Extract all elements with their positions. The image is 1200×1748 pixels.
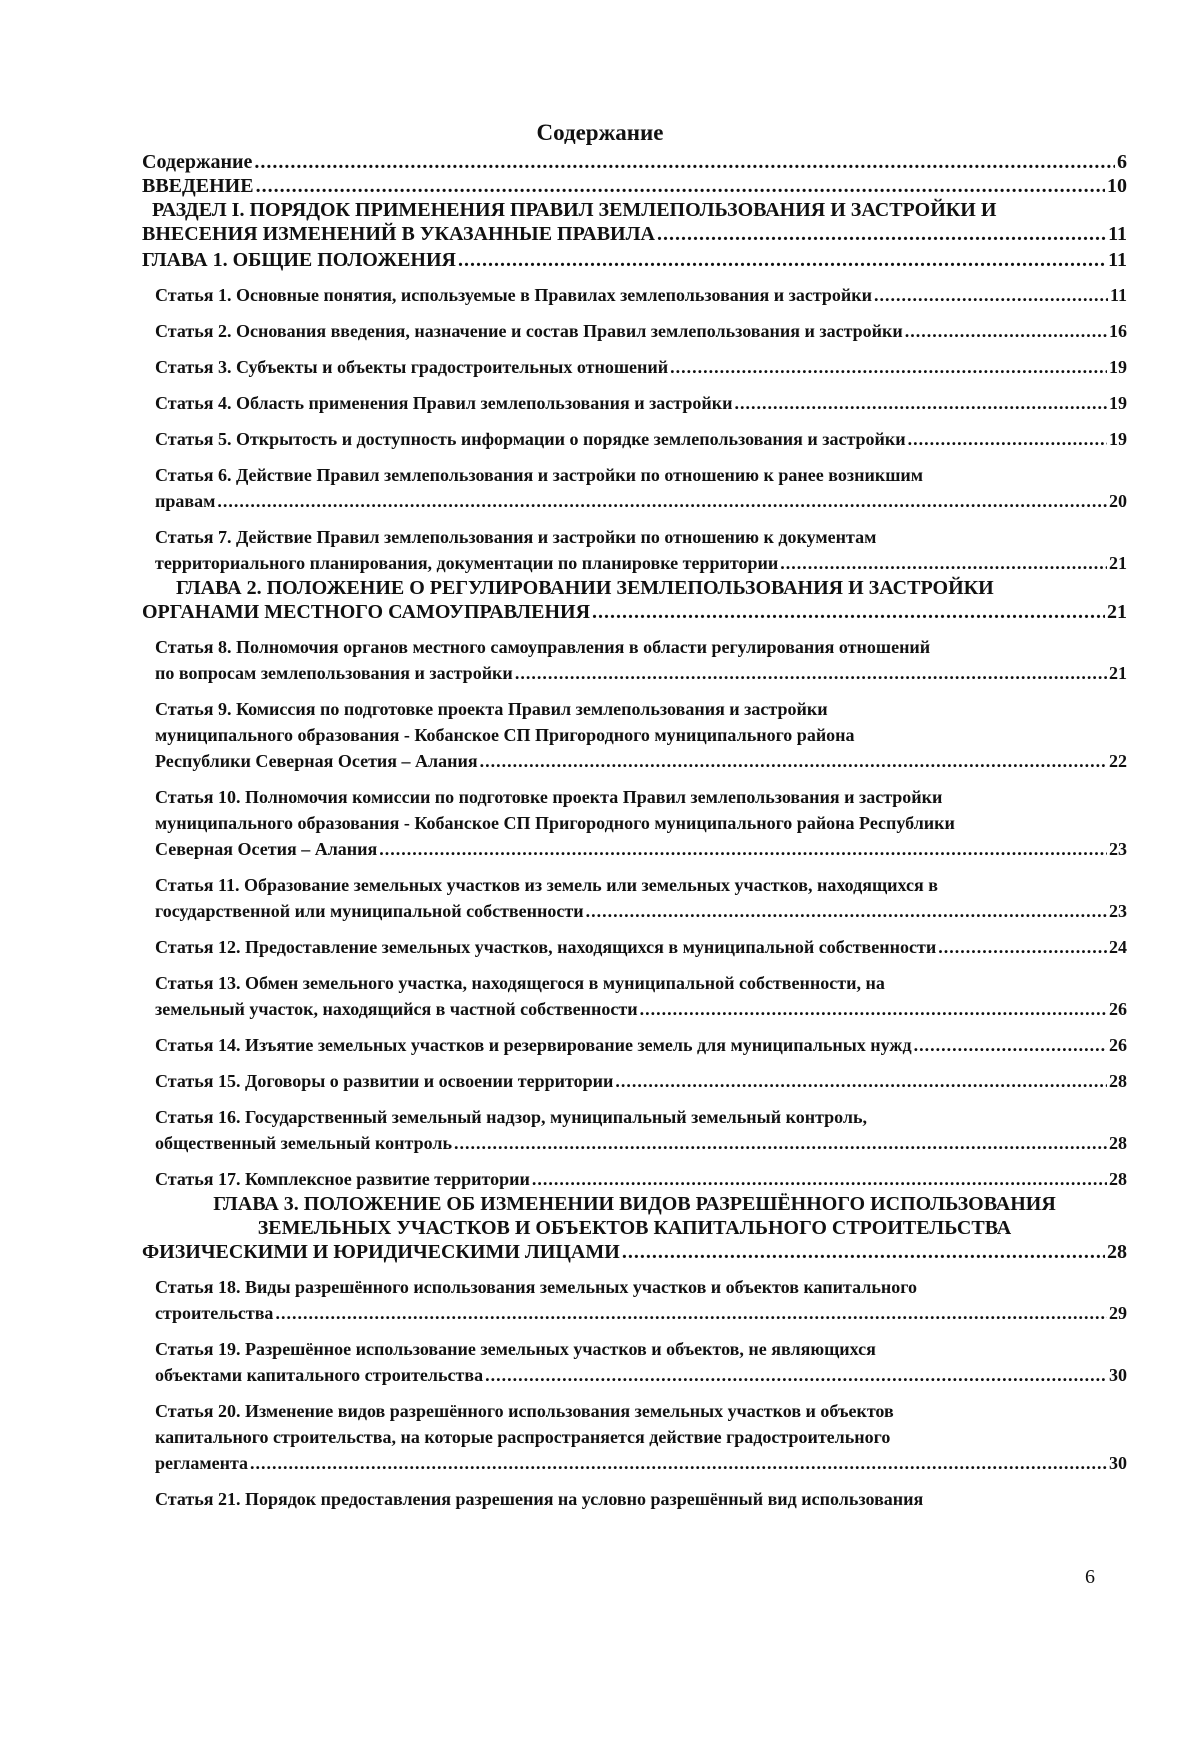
- toc-entry[interactable]: [155, 1104, 1127, 1156]
- toc-entry[interactable]: [142, 198, 1127, 246]
- dot-leader: [780, 550, 1107, 576]
- toc-entry-text: Статья 12. Предоставление земельных участков, находящихся в муниципальной собственности: [155, 937, 937, 957]
- toc-entry[interactable]: [155, 1336, 1127, 1388]
- toc-entry-text: Статья 3. Субъекты и объекты градостроительных отношений: [155, 357, 669, 377]
- toc-entry[interactable]: [142, 576, 1127, 624]
- toc-entry-text: государственной или муниципальной собственности: [155, 901, 584, 921]
- toc-entry-text: Статья 10. Полномочия комиссии по подготовке проекта Правил землепользования и застройки: [155, 787, 943, 807]
- toc-entry-text: Статья 7. Действие Правил землепользования и застройки по отношению к документам: [155, 527, 877, 547]
- dot-leader: [275, 1300, 1107, 1326]
- toc-page-number: 26: [1109, 1035, 1127, 1055]
- toc-page-number: 26: [1109, 999, 1127, 1019]
- toc-entry-text: РАЗДЕЛ I. ПОРЯДОК ПРИМЕНЕНИЯ ПРАВИЛ ЗЕМЛЕПОЛЬЗОВАНИЯ И ЗАСТРОЙКИ И: [152, 199, 997, 221]
- toc-entry[interactable]: [142, 150, 1127, 174]
- toc-entry[interactable]: [155, 696, 1127, 774]
- toc-entry[interactable]: [155, 354, 1127, 380]
- toc-page-number: 19: [1109, 429, 1127, 449]
- toc-entry[interactable]: [155, 282, 1127, 308]
- dot-leader: [622, 1240, 1105, 1264]
- toc-entry[interactable]: [142, 248, 1127, 272]
- toc-page-number: 30: [1109, 1365, 1127, 1385]
- toc-entry[interactable]: [155, 934, 1127, 960]
- toc-page-number: 28: [1109, 1169, 1127, 1189]
- toc-entry-text: Статья 19. Разрешённое использование земельных участков и объектов, не являющихся: [155, 1339, 876, 1359]
- toc-entry-text: Статья 6. Действие Правил землепользования и застройки по отношению к ранее возникшим: [155, 465, 924, 485]
- dot-leader: [379, 836, 1107, 862]
- toc-entry[interactable]: [155, 1032, 1127, 1058]
- dot-leader: [874, 282, 1108, 308]
- toc-entry-text: ГЛАВА 1. ОБЩИЕ ПОЛОЖЕНИЯ: [142, 249, 456, 271]
- toc-entry-text: ГЛАВА 2. ПОЛОЖЕНИЕ О РЕГУЛИРОВАНИИ ЗЕМЛЕПОЛЬЗОВАНИЯ И ЗАСТРОЙКИ: [176, 577, 994, 599]
- toc-entry-text: Статья 5. Открытость и доступность информации о порядке землепользования и застройки: [155, 429, 906, 449]
- dot-leader: [938, 934, 1107, 960]
- dot-leader: [532, 1166, 1107, 1192]
- toc-entry-text: регламента: [155, 1453, 249, 1473]
- toc-page-number: 29: [1109, 1303, 1127, 1323]
- toc-page-number: 21: [1109, 663, 1127, 683]
- toc-entry-text: Статья 13. Обмен земельного участка, находящегося в муниципальной собственности, на: [155, 973, 885, 993]
- toc-entry-text: Статья 21. Порядок предоставления разрешения на условно разрешённый вид использования: [155, 1489, 924, 1509]
- toc-entry-text: объектами капитального строительства: [155, 1365, 484, 1385]
- toc-page-number: 16: [1109, 321, 1127, 341]
- toc-entry[interactable]: [155, 462, 1127, 514]
- toc-entry-text: общественный земельный контроль: [155, 1133, 452, 1153]
- page-title: Содержание: [536, 120, 664, 145]
- dot-leader: [640, 996, 1107, 1022]
- toc-entry-text: муниципального образования - Кобанское СП Пригородного муниципального района: [155, 725, 855, 745]
- toc-entry-text: земельный участок, находящийся в частной собственности: [155, 999, 638, 1019]
- toc-entry-text: по вопросам землепользования и застройки: [155, 663, 513, 683]
- toc-entry[interactable]: [155, 872, 1127, 924]
- toc-page-number: 23: [1109, 901, 1127, 921]
- toc-entry[interactable]: [155, 1398, 1127, 1476]
- toc-page-number: 22: [1109, 751, 1127, 771]
- dot-leader: [908, 426, 1107, 452]
- dot-leader: [458, 248, 1106, 272]
- dot-leader: [254, 150, 1115, 174]
- toc-page-number: 23: [1109, 839, 1127, 859]
- toc-page-number: 28: [1107, 1241, 1127, 1263]
- toc-entry-text: Содержание: [142, 151, 253, 173]
- toc-entry-text: Статья 2. Основания введения, назначение и состав Правил землепользования и застройки: [155, 321, 903, 341]
- toc-page-number: 28: [1109, 1071, 1127, 1091]
- dot-leader: [735, 390, 1108, 416]
- toc-entry[interactable]: [155, 970, 1127, 1022]
- toc-entry-text: Статья 17. Комплексное развитие территории: [155, 1169, 530, 1189]
- toc-entry-text: Статья 4. Область применения Правил землепользования и застройки: [155, 393, 733, 413]
- dot-leader: [914, 1032, 1107, 1058]
- table-of-contents: [142, 150, 1127, 1512]
- toc-page-number: 24: [1109, 937, 1127, 957]
- toc-entry-text: правам: [155, 491, 216, 511]
- dot-leader: [670, 354, 1107, 380]
- toc-page-number: 6: [1117, 151, 1127, 173]
- dot-leader: [250, 1450, 1107, 1476]
- toc-page-number: 19: [1109, 393, 1127, 413]
- toc-entry-text: муниципального образования - Кобанское СП Пригородного муниципального района Республики: [155, 813, 955, 833]
- toc-entry-text: капитального строительства, на которые распространяется действие градостроительного: [155, 1427, 891, 1447]
- toc-entry-text: ГЛАВА 3. ПОЛОЖЕНИЕ ОБ ИЗМЕНЕНИИ ВИДОВ РАЗРЕШЁННОГО ИСПОЛЬЗОВАНИЯ: [213, 1193, 1056, 1215]
- dot-leader: [657, 222, 1106, 246]
- toc-page-number: 11: [1109, 285, 1127, 305]
- toc-page-number: 11: [1108, 249, 1127, 271]
- dot-leader: [592, 600, 1105, 624]
- toc-entry-text: Статья 1. Основные понятия, используемые в Правилах землепользования и застройки: [155, 285, 873, 305]
- toc-entry-text: ФИЗИЧЕСКИМИ И ЮРИДИЧЕСКИМИ ЛИЦАМИ: [142, 1241, 620, 1263]
- dot-leader: [256, 174, 1105, 198]
- toc-entry-text: территориального планирования, документации по планировке территории: [155, 553, 779, 573]
- toc-entry-text: Статья 9. Комиссия по подготовке проекта Правил землепользования и застройки: [155, 699, 828, 719]
- toc-entry-text: ВВЕДЕНИЕ: [142, 175, 254, 197]
- toc-entry[interactable]: [155, 634, 1127, 686]
- dot-leader: [485, 1362, 1107, 1388]
- toc-entry-text: ВНЕСЕНИЯ ИЗМЕНЕНИЙ В УКАЗАННЫЕ ПРАВИЛА: [142, 223, 655, 245]
- toc-page-number: 30: [1109, 1453, 1127, 1473]
- toc-entry[interactable]: [155, 1068, 1127, 1094]
- toc-page-number: 21: [1107, 601, 1127, 623]
- toc-page-number: 11: [1108, 223, 1127, 245]
- page-number: 6: [1085, 1566, 1095, 1588]
- toc-page-number: 28: [1109, 1133, 1127, 1153]
- toc-entry[interactable]: [155, 426, 1127, 452]
- toc-entry[interactable]: [155, 1274, 1127, 1326]
- dot-leader: [217, 488, 1107, 514]
- toc-entry-text: Республики Северная Осетия – Алания: [155, 751, 478, 771]
- toc-entry-text: Статья 8. Полномочия органов местного самоуправления в области регулирования отношений: [155, 637, 931, 657]
- toc-entry-text: ОРГАНАМИ МЕСТНОГО САМОУПРАВЛЕНИЯ: [142, 601, 591, 623]
- dot-leader: [615, 1068, 1107, 1094]
- toc-entry-text: Статья 16. Государственный земельный надзор, муниципальный земельный контроль,: [155, 1107, 868, 1127]
- toc-entry-text: Статья 15. Договоры о развитии и освоении территории: [155, 1071, 614, 1091]
- toc-page-number: 20: [1109, 491, 1127, 511]
- toc-entry[interactable]: [155, 1166, 1127, 1192]
- toc-page-number: 19: [1109, 357, 1127, 377]
- toc-entry-text: Статья 18. Виды разрешённого использования земельных участков и объектов капитального: [155, 1277, 917, 1297]
- toc-entry[interactable]: [155, 390, 1127, 416]
- dot-leader: [586, 898, 1107, 924]
- toc-entry[interactable]: [155, 524, 1127, 576]
- toc-page-number: 10: [1107, 175, 1127, 197]
- toc-entry-text: Статья 11. Образование земельных участков из земель или земельных участков, находящихся в: [155, 875, 938, 895]
- toc-entry[interactable]: [142, 174, 1127, 198]
- dot-leader: [515, 660, 1107, 686]
- toc-entry-text: Северная Осетия – Алания: [155, 839, 378, 859]
- toc-entry-text: Статья 20. Изменение видов разрешённого использования земельных участков и объектов: [155, 1401, 894, 1421]
- toc-entry-text: строительства: [155, 1303, 274, 1323]
- toc-entry[interactable]: [155, 1486, 1127, 1512]
- toc-entry[interactable]: [155, 318, 1127, 344]
- toc-entry[interactable]: [142, 1192, 1127, 1264]
- dot-leader: [454, 1130, 1107, 1156]
- dot-leader: [480, 748, 1107, 774]
- dot-leader: [905, 318, 1107, 344]
- toc-page-number: 21: [1109, 553, 1127, 573]
- toc-entry[interactable]: [155, 784, 1127, 862]
- toc-entry-text: ЗЕМЕЛЬНЫХ УЧАСТКОВ И ОБЪЕКТОВ КАПИТАЛЬНОГО СТРОИТЕЛЬСТВА: [257, 1217, 1012, 1239]
- toc-entry-text: Статья 14. Изъятие земельных участков и резервирование земель для муниципальных нужд: [155, 1035, 912, 1055]
